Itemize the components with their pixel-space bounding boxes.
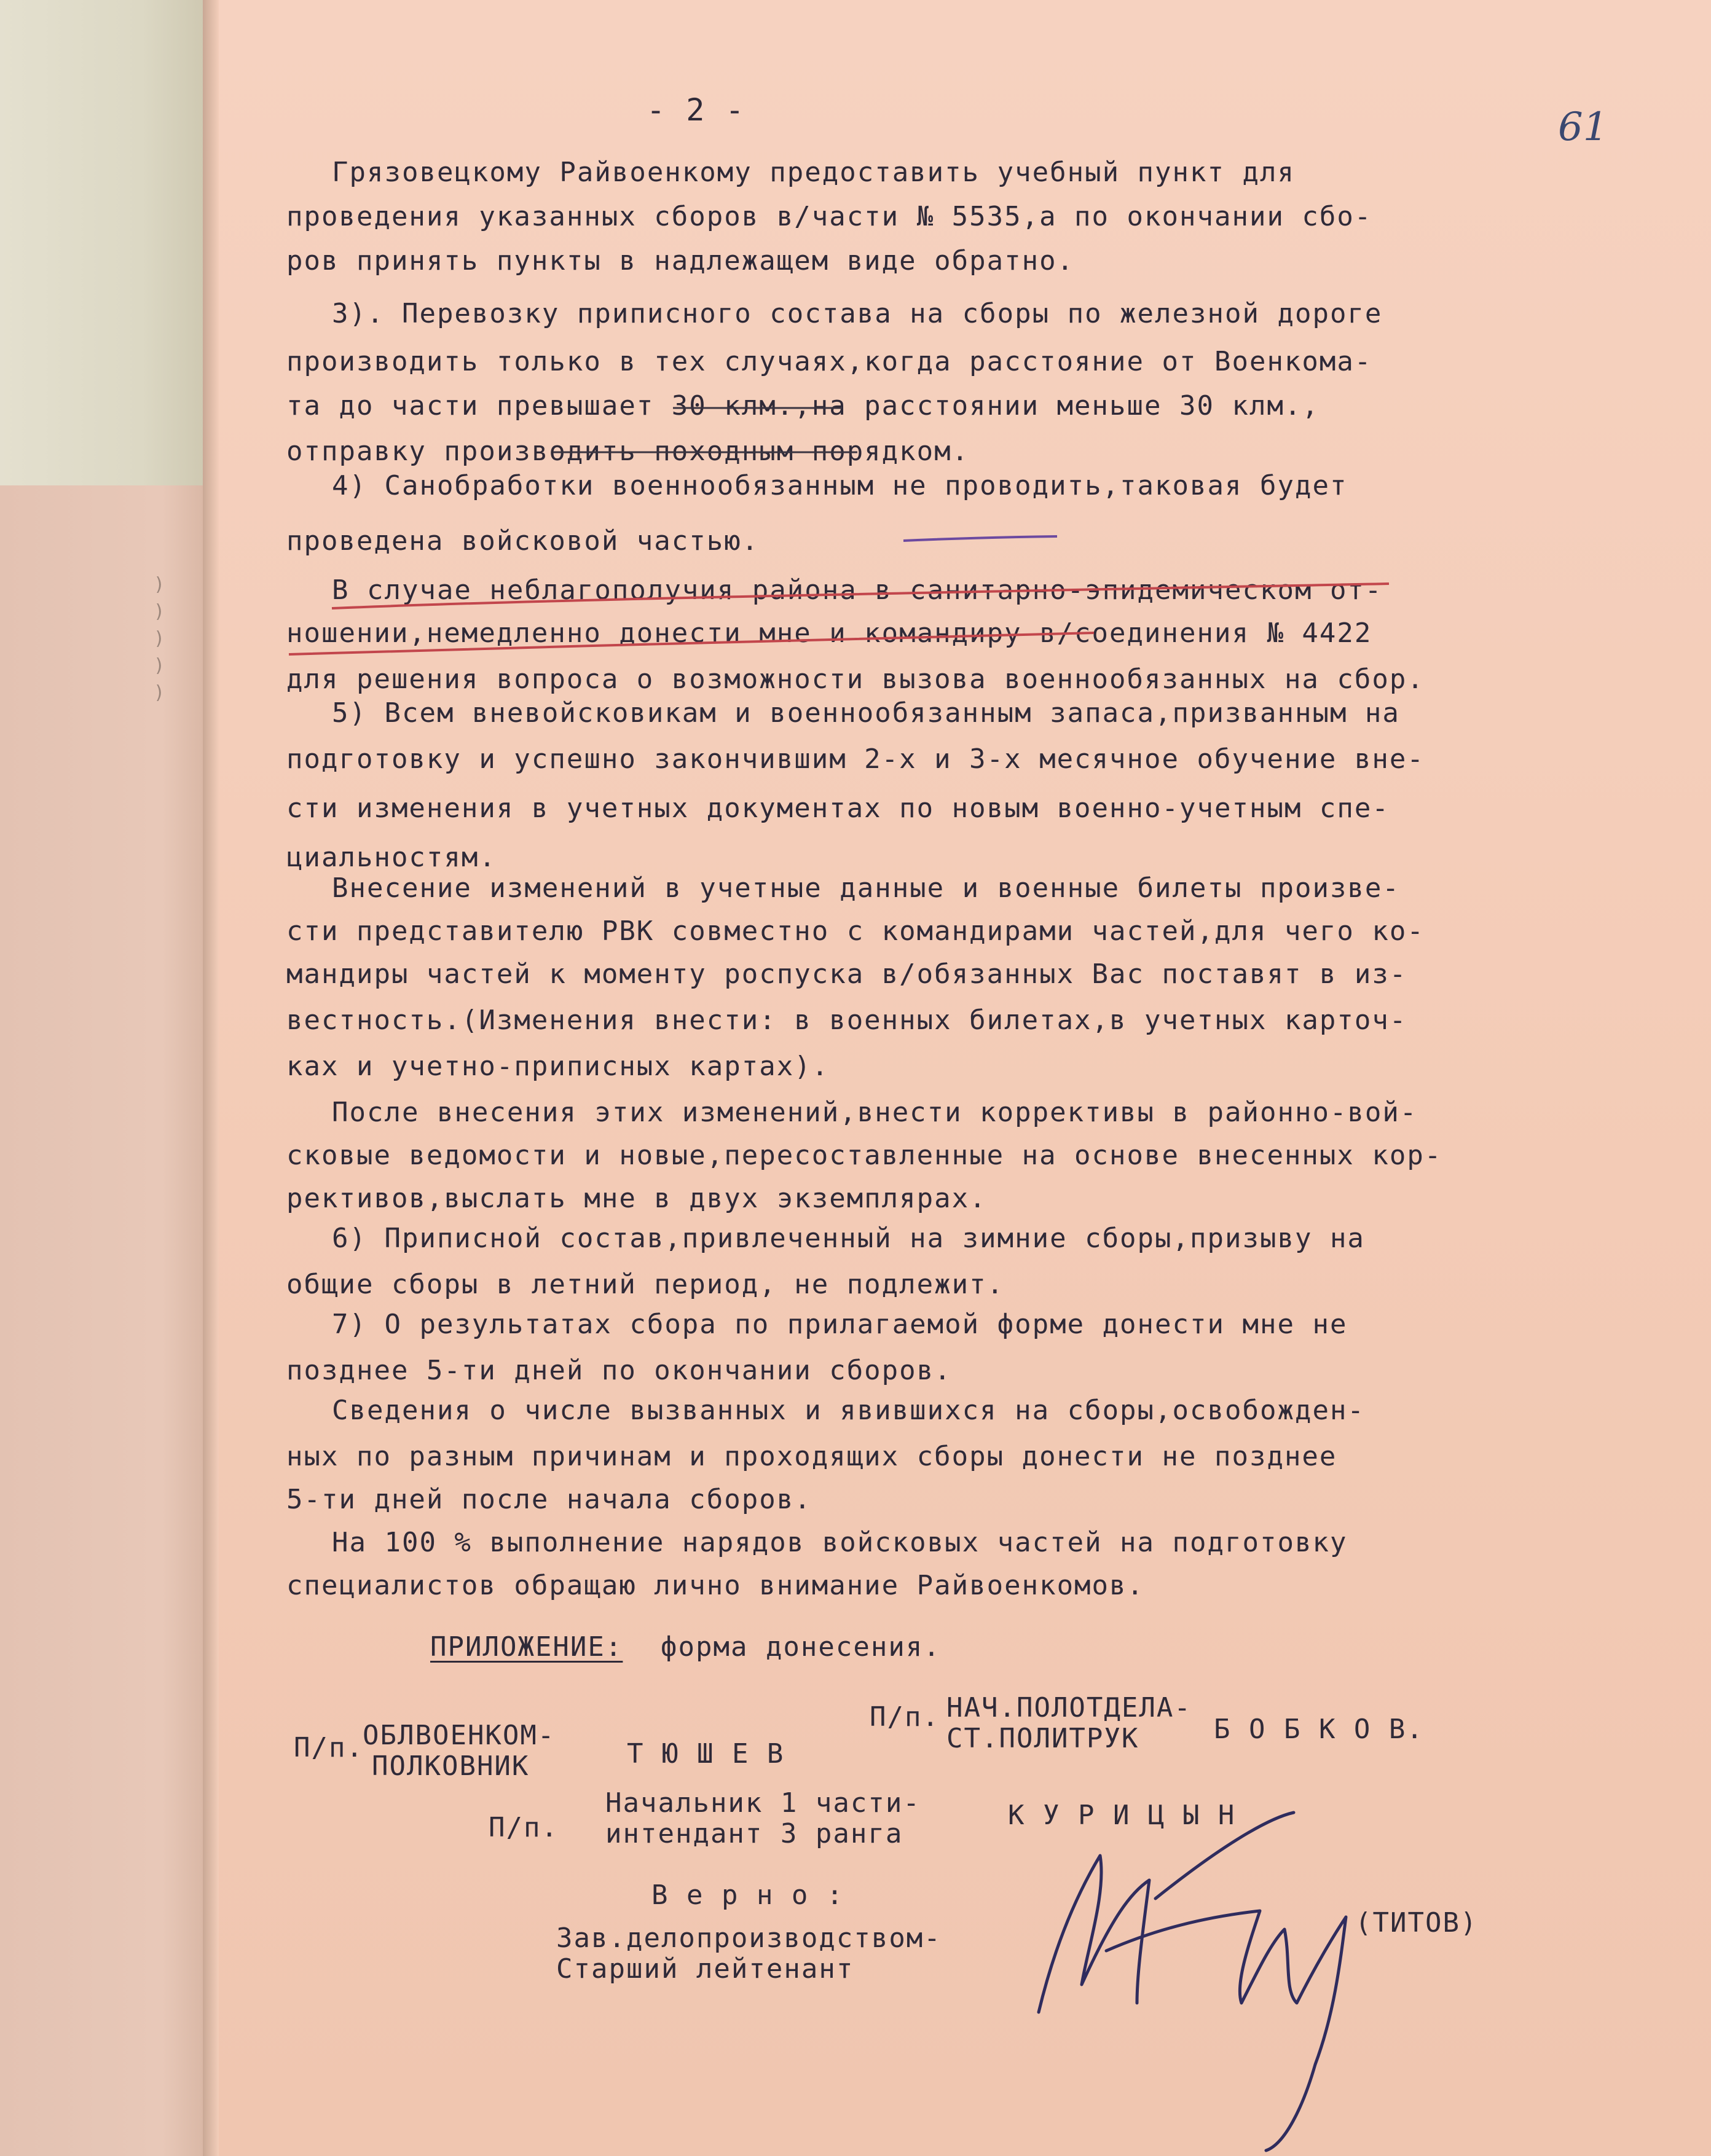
- text-line: 6) Приписной состав,привлеченный на зимние сборы,призыву на: [332, 1223, 1365, 1254]
- text-line: Внесение изменений в учетные данные и военные билеты произве-: [332, 872, 1400, 904]
- text-line: 4) Санобработки военнообязанным не проводить,таковая будет: [332, 470, 1348, 501]
- polotdel-title: НАЧ.ПОЛОТДЕЛА-: [946, 1692, 1192, 1723]
- oblvoenkom-rank: ПОЛКОВНИК: [372, 1750, 530, 1782]
- text-line: позднее 5-ти дней по окончании сборов.: [286, 1355, 952, 1386]
- text-line: рективов,выслать мне в двух экземплярах.: [286, 1183, 987, 1214]
- text-line: сти изменения в учетных документах по новым военно-учетным спе-: [286, 793, 1390, 824]
- records-clerk-rank: Старший лейтенант: [556, 1953, 854, 1985]
- text-line: проведения указанных сборов в/части № 5535,а по окончании сбо-: [286, 201, 1372, 232]
- text-line: сти представителю РВК совместно с командирами частей,для чего ко-: [286, 915, 1425, 947]
- page-number: - 2 -: [647, 92, 745, 128]
- records-clerk-name: (ТИТОВ): [1355, 1907, 1478, 1938]
- text-line: для решения вопроса о возможности вызова военнообязанных на сбор.: [286, 664, 1425, 695]
- part-chief-name: К У Р И Ц Ы Н: [1008, 1800, 1236, 1831]
- text-line: специалистов обращаю лично внимание Райвоенкомов.: [286, 1570, 1145, 1601]
- text-line: проведена войсковой частью.: [286, 525, 760, 557]
- text-line: 3). Перевозку приписного состава на сборы по железной дороге: [332, 298, 1383, 329]
- polotdel-rank: СТ.ПОЛИТРУК: [946, 1723, 1139, 1754]
- polotdel-name: Б О Б К О В.: [1214, 1714, 1424, 1745]
- adjacent-page-shadow: [0, 485, 203, 2156]
- text-line: мандиры частей к моменту роспуска в/обязанных Вас поставят в из-: [286, 958, 1407, 990]
- oblvoenkom-name: Т Ю Ш Е В: [627, 1738, 785, 1770]
- pp-mark: П/п.: [489, 1812, 559, 1843]
- appendix-text: форма донесения.: [661, 1631, 941, 1663]
- adjacent-page-bleed-marks: ) ) ) ) ): [154, 574, 165, 704]
- part-chief-title: Начальник 1 части-: [605, 1787, 921, 1819]
- folio-number: 61: [1558, 104, 1608, 150]
- text-line: 5) Всем вневойсковикам и военнообязанным запаса,призванным на: [332, 697, 1400, 729]
- text-line: После внесения этих изменений,внести коррективы в районно-вой-: [332, 1097, 1418, 1128]
- text-line: На 100 % выполнение нарядов войсковых частей на подготовку: [332, 1527, 1348, 1558]
- text-line: общие сборы в летний период, не подлежит.: [286, 1269, 1005, 1300]
- page-binding-edge: [203, 0, 219, 2156]
- text-line: Грязовецкому Райвоенкому предоставить учебный пункт для: [332, 157, 1295, 188]
- part-chief-rank: интендант 3 ранга: [605, 1818, 903, 1849]
- text-line: производить только в тех случаях,когда расстояние от Военкома-: [286, 346, 1372, 377]
- text-line: 5-ти дней после начала сборов.: [286, 1484, 812, 1515]
- text-line: ках и учетно-приписных картах).: [286, 1051, 830, 1082]
- text-line: вестность.(Изменения внести: в военных билетах,в учетных карточ-: [286, 1005, 1407, 1036]
- pp-mark: П/п.: [870, 1701, 940, 1733]
- appendix-label: ПРИЛОЖЕНИЕ:: [430, 1631, 623, 1663]
- text-line: ров принять пункты в надлежащем виде обратно.: [286, 245, 1075, 276]
- text-line: ных по разным причинам и проходящих сборы донести не позднее: [286, 1441, 1337, 1472]
- certified-copy-label: В е р н о :: [651, 1880, 844, 1911]
- oblvoenkom-title: ОБЛВОЕНКОМ-: [363, 1720, 556, 1751]
- text-line: 7) О результатах сбора по прилагаемой форме донести мне не: [332, 1309, 1348, 1340]
- text-line: та до части превышает 30 клм.,на расстоянии меньше 30 клм.,: [286, 390, 1320, 421]
- text-line: В случае неблагополучия района в санитарно-эпидемическом от-: [332, 574, 1383, 606]
- text-line: сковые ведомости и новые,пересоставленные на основе внесенных кор-: [286, 1140, 1442, 1171]
- records-clerk-title: Зав.делопроизводством-: [556, 1923, 942, 1954]
- text-line: циальностям.: [286, 842, 497, 873]
- text-line: Сведения о числе вызванных и явившихся на сборы,освобожден-: [332, 1395, 1365, 1426]
- pp-mark: П/п.: [294, 1732, 364, 1763]
- text-line: ношении,немедленно донести мне и командиру в/соединения № 4422: [286, 617, 1372, 649]
- adjacent-page: [0, 0, 203, 2156]
- text-line: отправку производить походным порядком.: [286, 436, 970, 467]
- text-line: подготовку и успешно закончившим 2-х и 3-х месячное обучение вне-: [286, 743, 1425, 775]
